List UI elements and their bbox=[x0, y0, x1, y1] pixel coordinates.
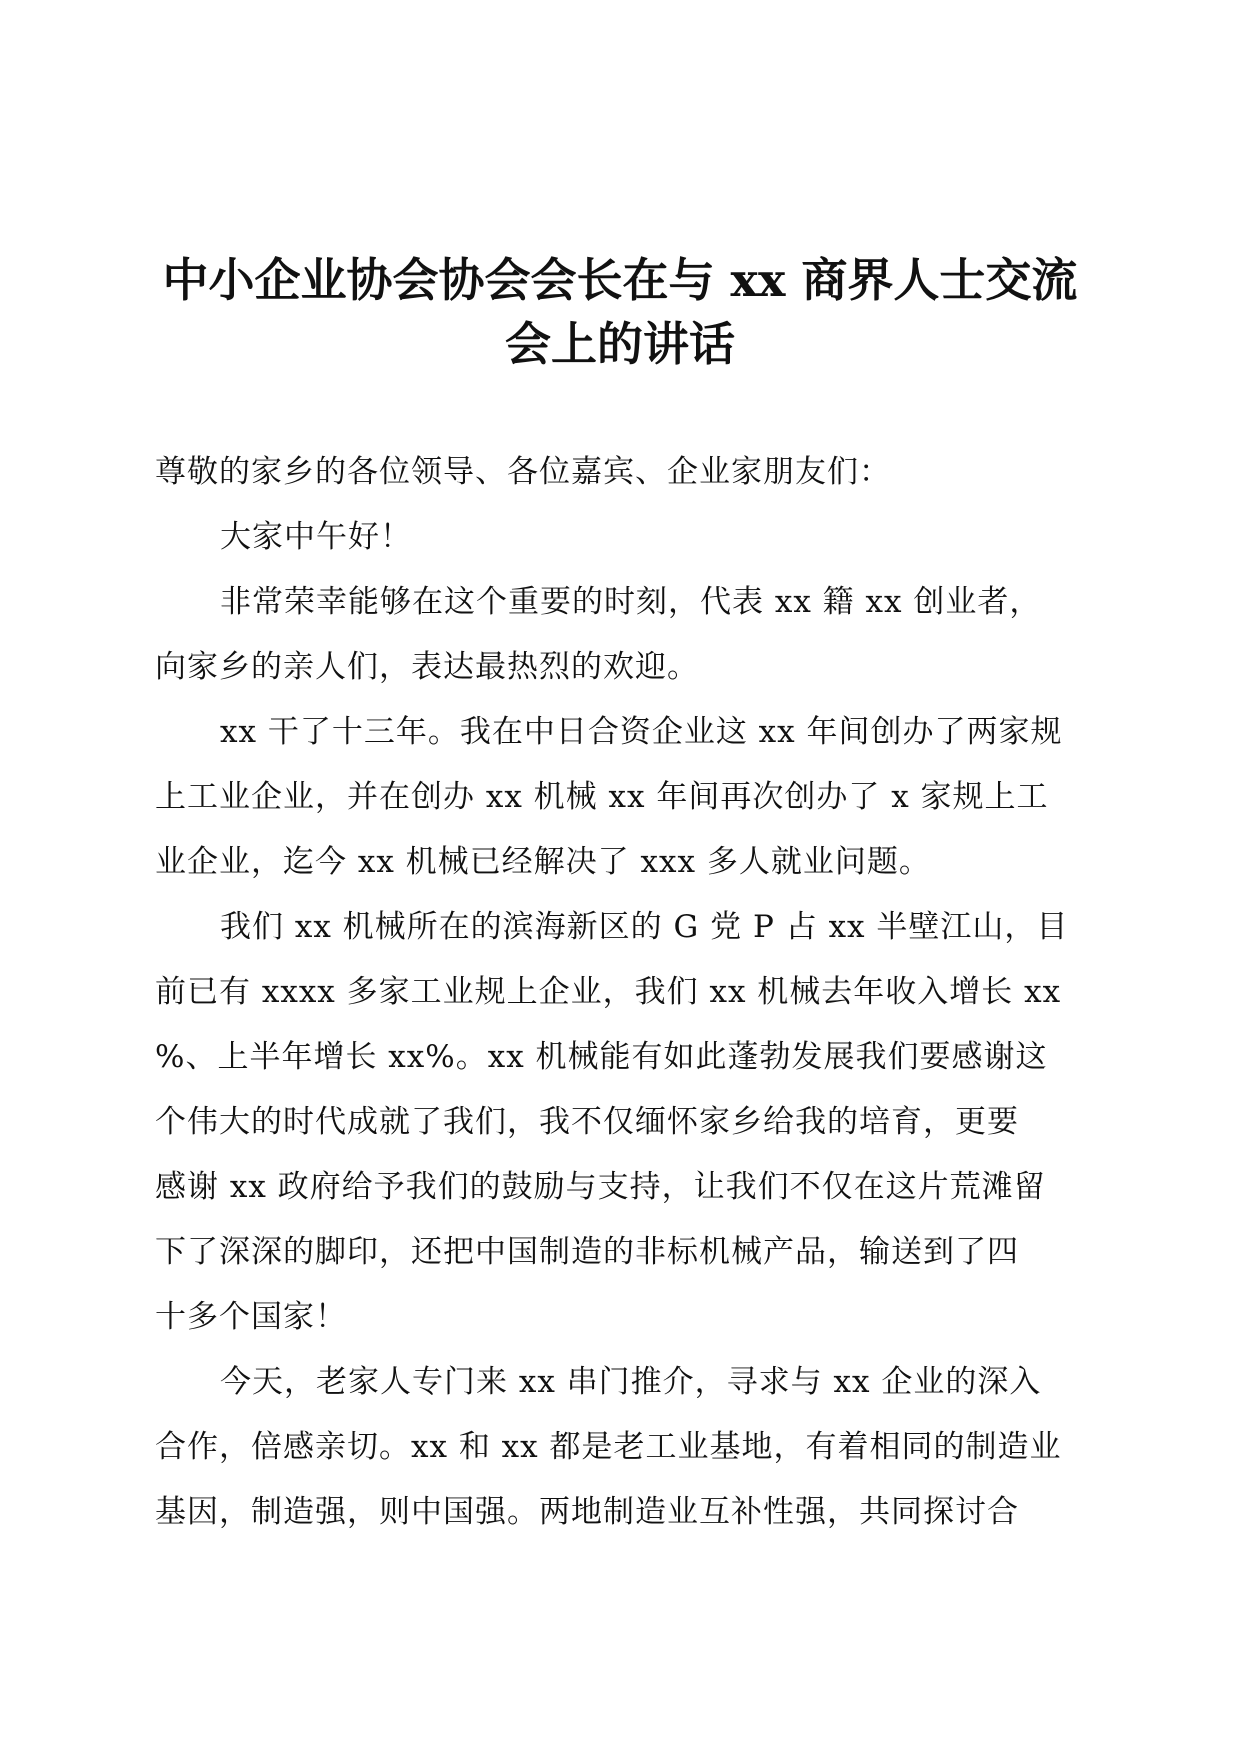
paragraph-4-line-3: 基因，制造强，则中国强。两地制造业互补性强，共同探讨合 bbox=[155, 1494, 1019, 1530]
paragraph-3-line-3: %、上半年增长 xx%。xx 机械能有如此蓬勃发展我们要感谢这 bbox=[155, 1039, 1048, 1075]
document-title-line-1: 中小企业协会协会会长在与 xx 商界人士交流 bbox=[162, 253, 1078, 307]
paragraph-1-line-2: 向家乡的亲人们，表达最热烈的欢迎。 bbox=[155, 649, 699, 685]
paragraph-2-line-1: xx 干了十三年。我在中日合资企业这 xx 年间创办了两家规 bbox=[220, 714, 1063, 750]
greeting-line: 大家中午好！ bbox=[220, 519, 412, 555]
paragraph-3-line-7: 十多个国家！ bbox=[155, 1299, 347, 1335]
paragraph-3-line-4: 个伟大的时代成就了我们，我不仅缅怀家乡给我的培育，更要 bbox=[155, 1104, 1019, 1140]
paragraph-3-line-2: 前已有 xxxx 多家工业规上企业，我们 xx 机械去年收入增长 xx bbox=[155, 974, 1062, 1010]
paragraph-2-line-3: 业企业，迄今 xx 机械已经解决了 xxx 多人就业问题。 bbox=[155, 844, 931, 880]
paragraph-4-line-2: 合作，倍感亲切。xx 和 xx 都是老工业基地，有着相同的制造业 bbox=[155, 1429, 1062, 1465]
paragraph-2-line-2: 上工业企业，并在创办 xx 机械 xx 年间再次创办了 x 家规上工 bbox=[155, 779, 1049, 815]
paragraph-3-line-1: 我们 xx 机械所在的滨海新区的 G 党 P 占 xx 半壁江山，目 bbox=[220, 909, 1069, 945]
paragraph-3-line-5: 感谢 xx 政府给予我们的鼓励与支持，让我们不仅在这片荒滩留 bbox=[155, 1169, 1046, 1205]
paragraph-3-line-6: 下了深深的脚印，还把中国制造的非标机械产品，输送到了四 bbox=[155, 1234, 1019, 1270]
paragraph-1-line-1: 非常荣幸能够在这个重要的时刻，代表 xx 籍 xx 创业者， bbox=[220, 584, 1042, 620]
salutation-line: 尊敬的家乡的各位领导、各位嘉宾、企业家朋友们： bbox=[155, 454, 891, 490]
document-title-line-2: 会上的讲话 bbox=[505, 317, 735, 371]
paragraph-4-line-1: 今天，老家人专门来 xx 串门推介，寻求与 xx 企业的深入 bbox=[220, 1364, 1042, 1400]
